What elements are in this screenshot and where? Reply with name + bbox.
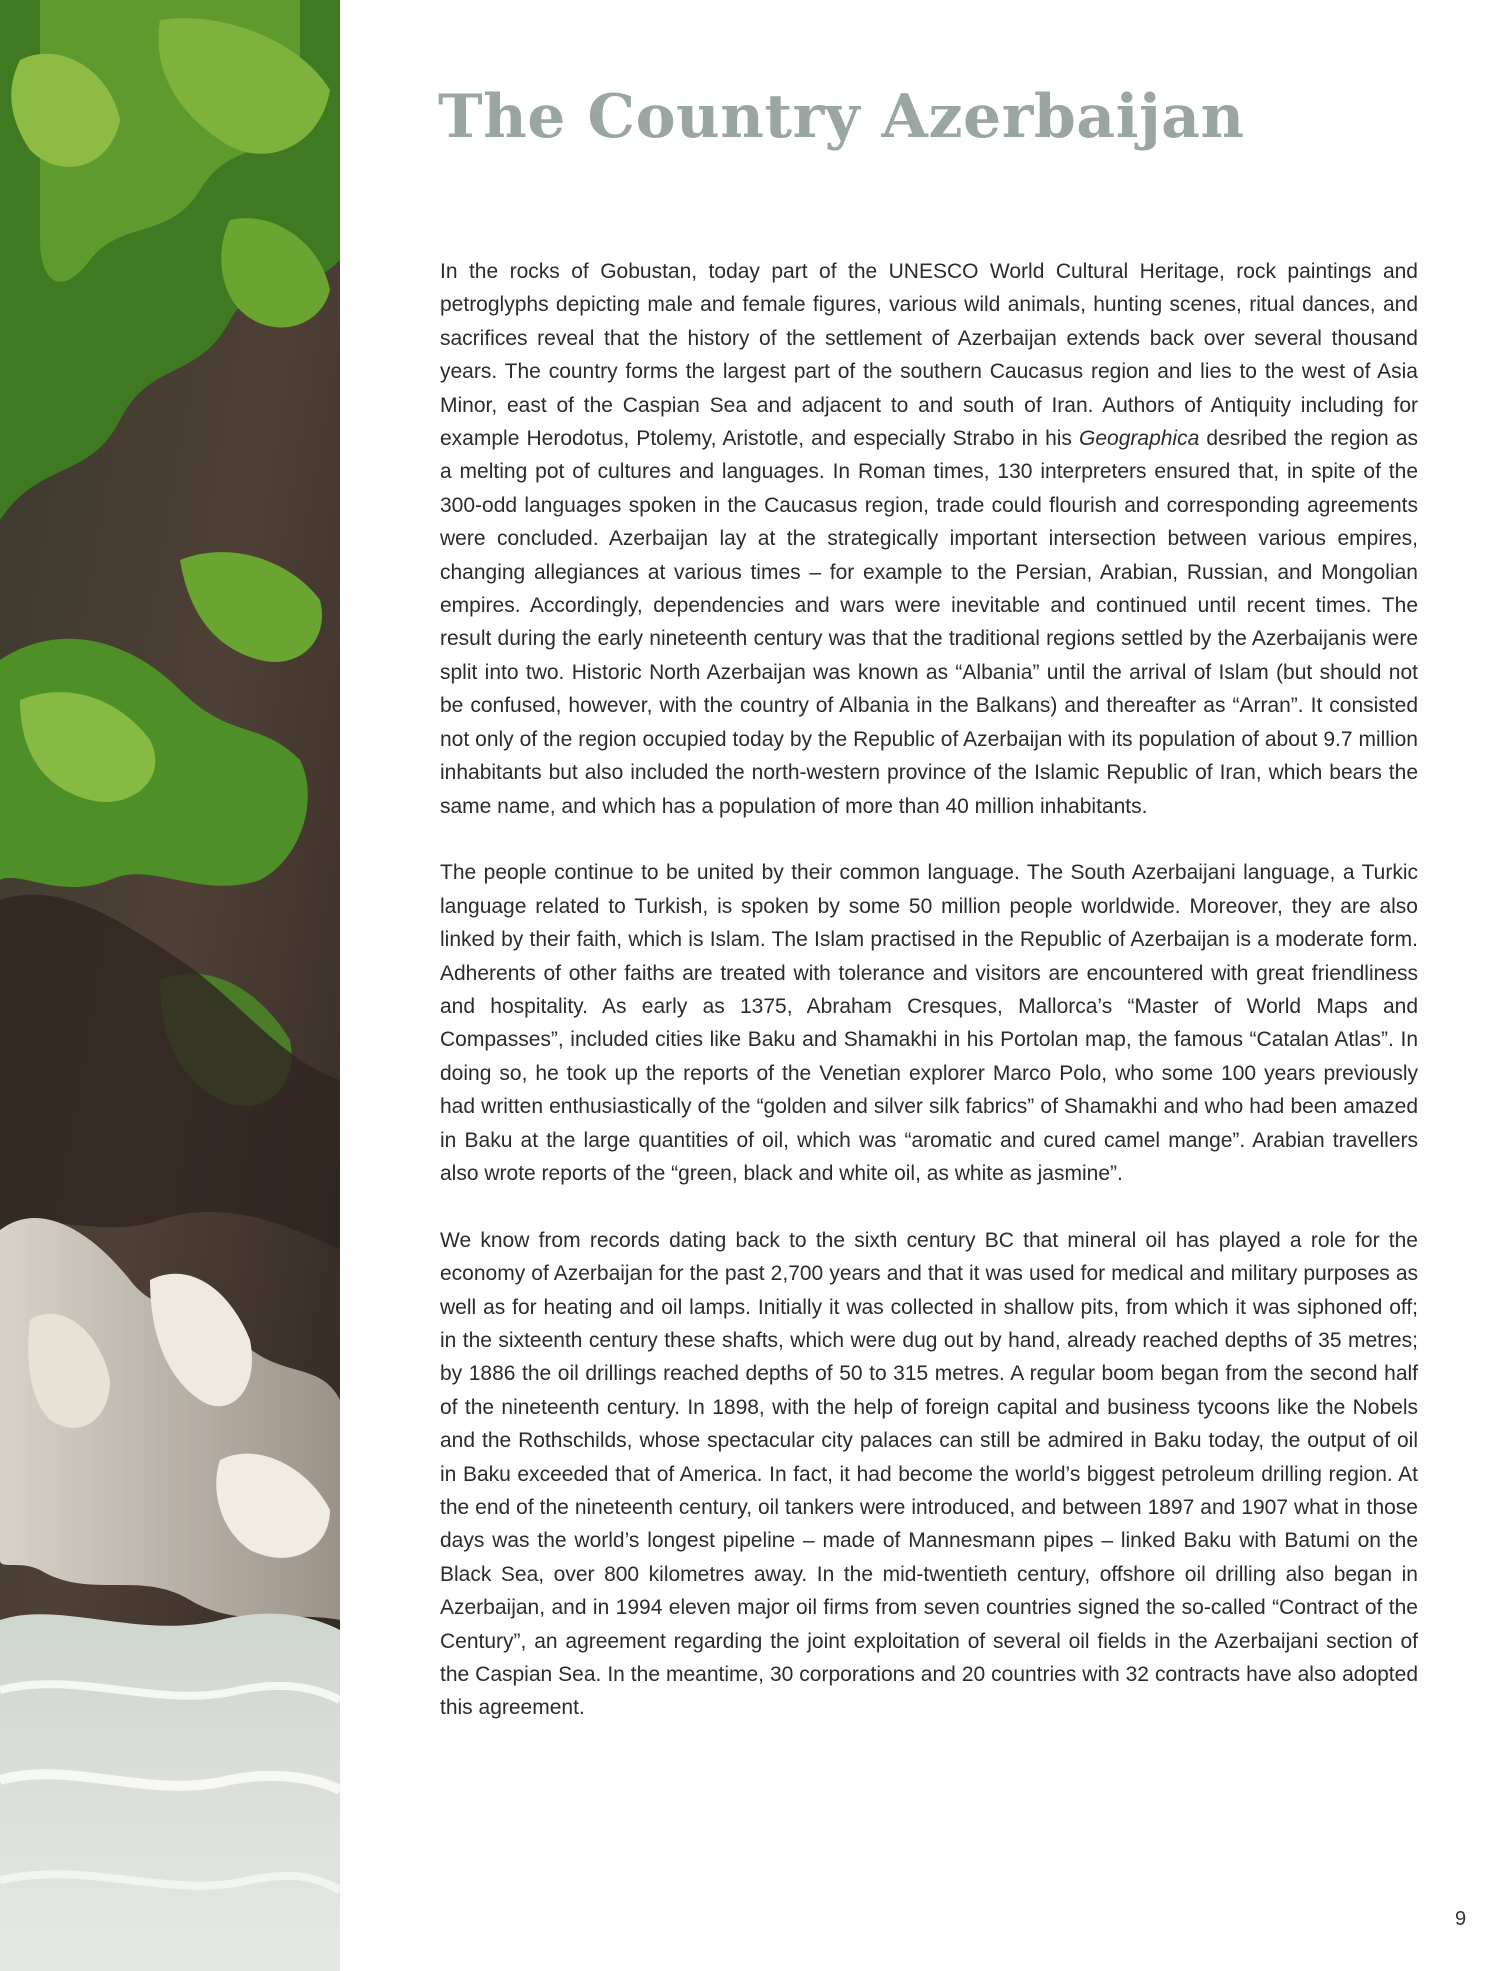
body-paragraph (440, 255, 1418, 823)
paragraph-text: desribed the region as a melting pot of cultures and languages. In Roman times, 130 interpreters ensured that, in spite of the 300-odd languages spoken in the Caucasus region, trade could flourish and corresponding agreements were concluded. Azerbaijan lay at the strategically important intersection between various empires, changing allegiances at various times – for example to the Persian, Arabian, Russian, and Mongolian empires. Accordingly, dependencies and wars were inevitable and continued until recent times. The result during the early nineteenth century was that the traditional regions settled by the Azerbaijanis were split into two. Historic North Azerbaijan was known as “Albania” until the arrival of Islam (but should not be confused, however, with the country of Albania in the Balkans) and thereafter as “Arran”. It consisted not only of the region occupied today by the Republic of Azerbaijan with its population of about 9.7 million inhabitants but also included the north-western province of the Islamic Republic of Iran, which bears the same name, and which has a population of more than 40 million inhabitants. (440, 427, 1419, 818)
paragraph-text: In the rocks of Gobustan, today part of the UNESCO World Cultural Heritage, rock paintings and petroglyphs depicting male and female figures, various wild animals, hunting scenes, ritual dances, and sacrifices reveal that the history of the settlement of Azerbaijan extends back over several thousand years. The country forms the largest part of the southern Caucasus region and lies to the west of Asia Minor, east of the Caspian Sea and adjacent to and south of Iran. Authors of Antiquity including for example Herodotus, Ptolemy, Aristotle, and especially Strabo in his (440, 260, 1418, 451)
article-body (440, 255, 1418, 1725)
photo-foliage-cliff-river (0, 0, 340, 1971)
book-title: Geographica (1079, 427, 1200, 451)
page-title: The Country Azerbaijan (438, 82, 1245, 152)
page-number: 9 (1455, 1908, 1467, 1930)
body-paragraph: The people continue to be united by their common language. The South Azerbaijani language, a Turkic language related to Turkish, is spoken by some 50 million people worldwide. Moreover, they are also linked by their faith, which is Islam. The Islam practised in the Republic of Azerbaijan is a moderate form. Adherents of other faiths are treated with tolerance and visitors are encountered with great friendliness and hospitality. As early as 1375, Abraham Cresques, Mallorca’s “Master of World Maps and Compasses”, included cities like Baku and Shamakhi in his Portolan map, the famous “Catalan Atlas”. In doing so, he took up the reports of the Venetian explorer Marco Polo, who some 100 years previously had written enthusiastically of the “golden and silver silk fabrics” of Shamakhi and who had been amazed in Baku at the large quantities of oil, which was “aromatic and cured camel mange”. Arabian travellers also wrote reports of the “green, black and white oil, as white as jasmine”. (440, 861, 1418, 1185)
body-paragraph: We know from records dating back to the sixth century BC that mineral oil has played a role for the economy of Azerbaijan for the past 2,700 years and that it was used for medical and military purposes as well as for heating and oil lamps. Initially it was collected in shallow pits, from which it was siphoned off; in the sixteenth century these shafts, which were dug out by hand, already reached depths of 35 metres; by 1886 the oil drillings reached depths of 50 to 315 metres. A regular boom began from the second half of the nineteenth century. In 1898, with the help of foreign capital and business tycoons like the Nobels and the Rothschilds, whose spectacular city palaces can still be admired in Baku today, the output of oil in Baku exceeded that of America. In fact, it had become the world’s biggest petroleum drilling region. At the end of the nineteenth century, oil tankers were introduced, and between 1897 and 1907 what in those days was the world’s longest pipeline – made of Mannesmann pipes – linked Baku with Batumi on the Black Sea, over 800 kilometres away. In the mid-twentieth century, offshore oil drilling also began in Azerbaijan, and in 1994 eleven major oil firms from seven countries signed the so-called “Contract of the Century”, an agreement regarding the joint exploitation of several oil fields in the Azerbaijani section of the Caspian Sea. In the meantime, 30 corporations and 20 countries with 32 contracts have also adopted this agreement. (440, 1228, 1418, 1720)
